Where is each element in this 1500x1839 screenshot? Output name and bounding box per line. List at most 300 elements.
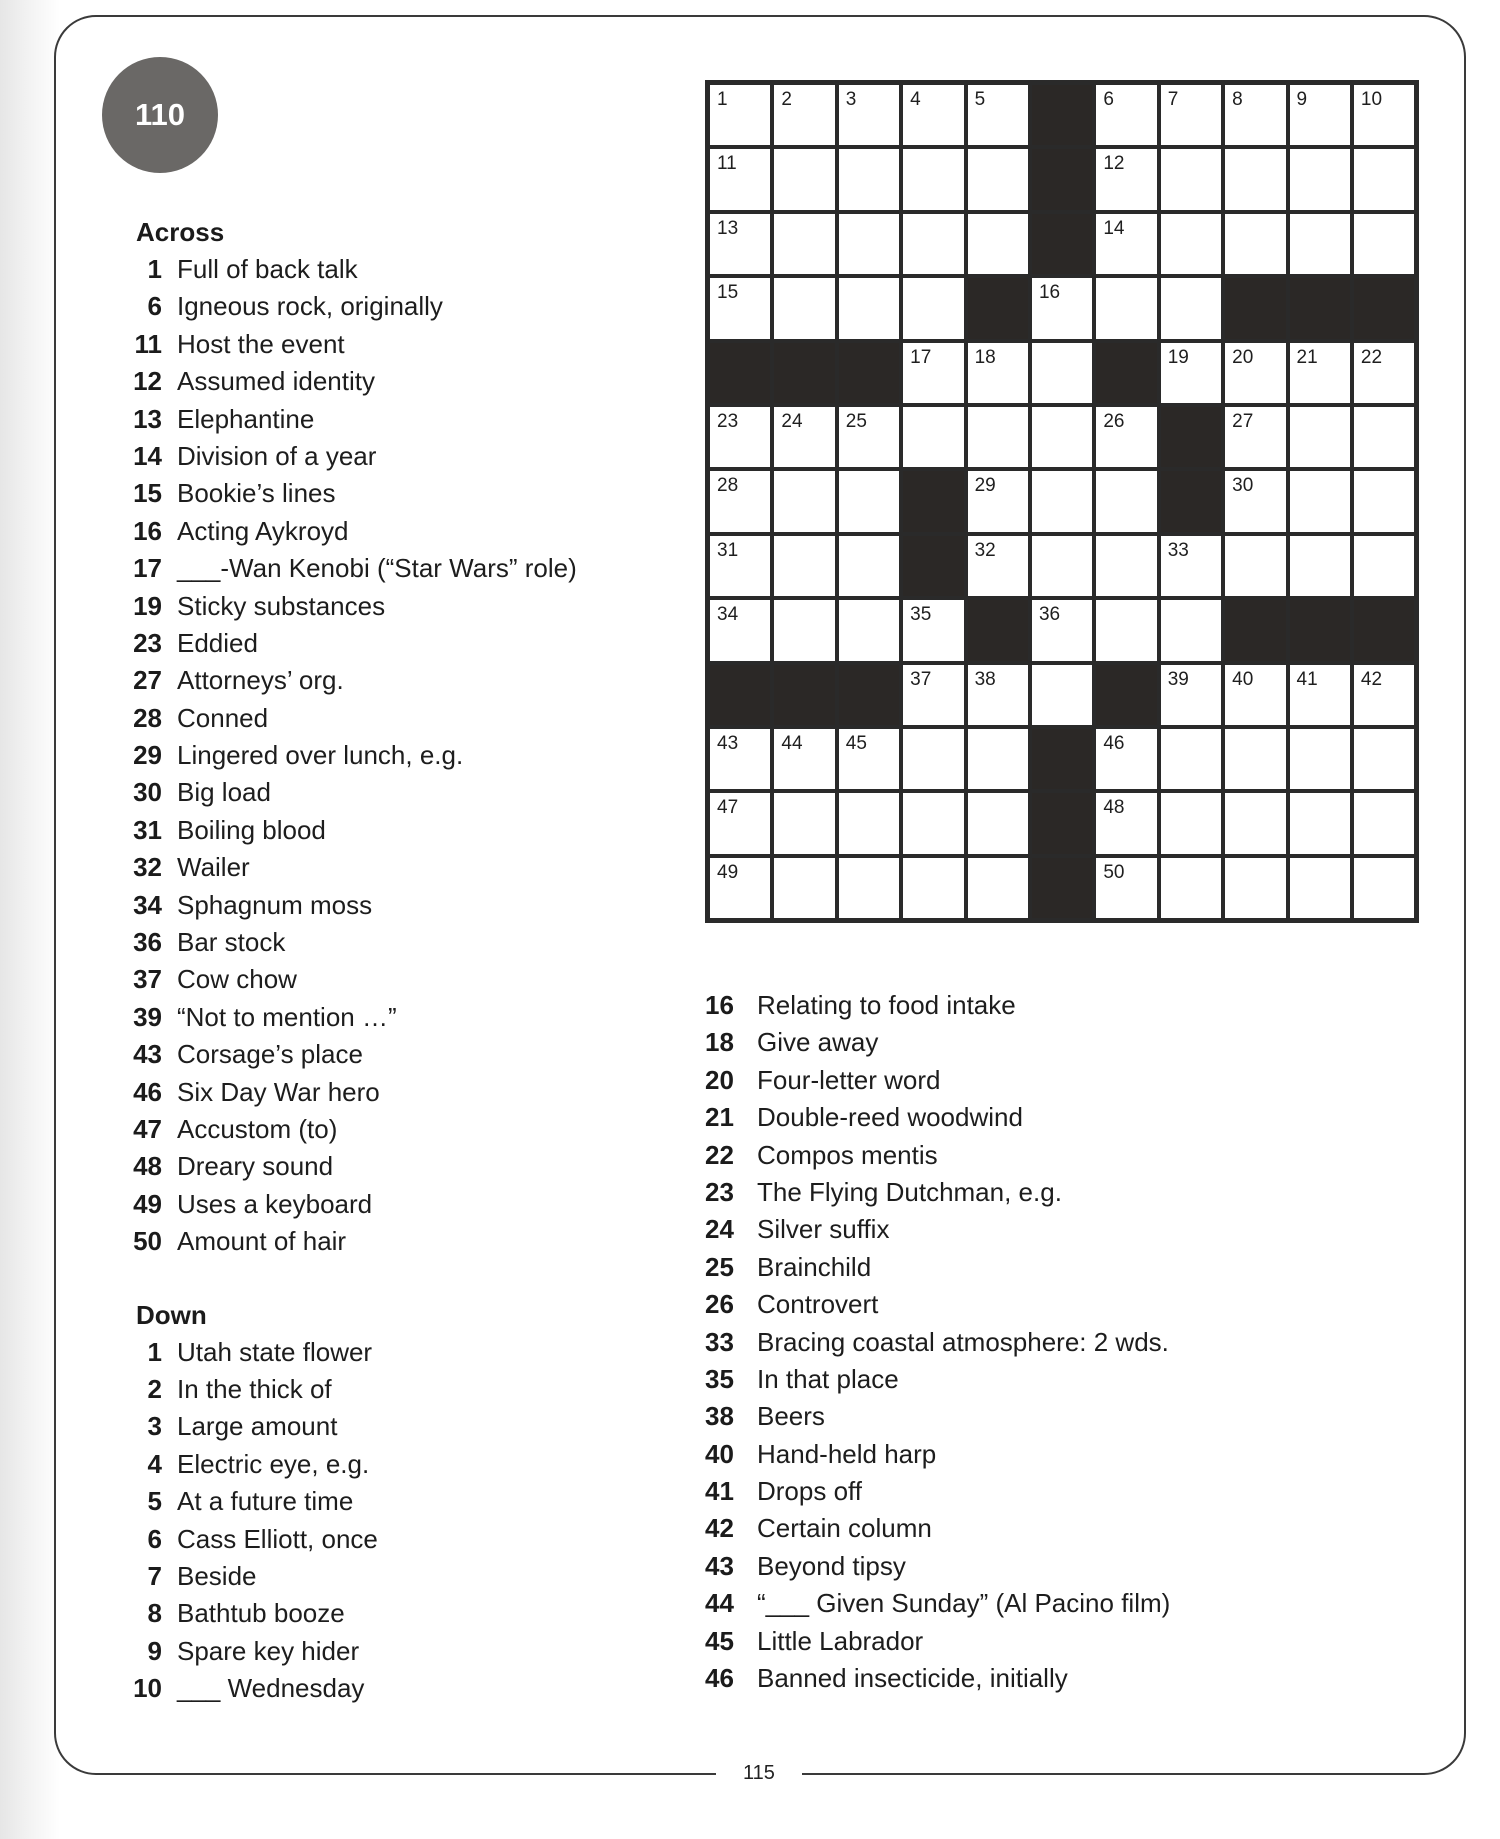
clue-text: Brainchild: [757, 1251, 872, 1282]
clue-item: [122, 812, 577, 849]
black-square: [901, 469, 965, 533]
clue-text: Controvert: [757, 1289, 879, 1320]
clue-item: [122, 849, 577, 886]
cell-number: 31: [717, 539, 739, 561]
clue-text: Dreary sound: [177, 1151, 334, 1182]
cell-number: 19: [1167, 346, 1189, 368]
clue-number: 45: [705, 1625, 734, 1656]
grid-cell[interactable]: [1352, 791, 1416, 855]
clue-number: 4: [147, 1448, 162, 1479]
cell-number: 40: [1232, 668, 1254, 690]
clue-number: 29: [133, 740, 162, 771]
clue-item: [705, 1137, 1170, 1174]
grid-cell[interactable]: [708, 469, 772, 533]
clue-item: [705, 1174, 1170, 1211]
clue-number: 40: [705, 1438, 734, 1469]
clue-item: [705, 1361, 1170, 1398]
clue-number: 34: [133, 889, 162, 920]
grid-cell[interactable]: [837, 83, 901, 147]
grid-cell[interactable]: [901, 727, 965, 791]
grid-cell[interactable]: [966, 856, 1030, 920]
clue-text: Sphagnum moss: [177, 889, 373, 920]
clue-number: 14: [133, 440, 162, 471]
clue-number: 28: [133, 702, 162, 733]
grid-cell[interactable]: [708, 276, 772, 340]
cell-number: 47: [717, 797, 739, 819]
grid-cell[interactable]: [1223, 791, 1287, 855]
grid-cell[interactable]: [1352, 469, 1416, 533]
clue-number: 49: [133, 1188, 162, 1219]
clue-number: 23: [133, 627, 162, 658]
grid-cell[interactable]: [1288, 212, 1352, 276]
black-square: [1223, 276, 1287, 340]
grid-cell[interactable]: [901, 405, 965, 469]
cell-number: 20: [1232, 346, 1254, 368]
black-square: [1288, 276, 1352, 340]
black-square: [1030, 727, 1094, 791]
clue-number: 5: [147, 1486, 162, 1517]
clue-item: [122, 550, 577, 587]
clue-text: Bathtub booze: [177, 1598, 345, 1629]
grid-cell[interactable]: [708, 727, 772, 791]
grid-cell[interactable]: [1223, 534, 1287, 598]
clue-text: Uses a keyboard: [177, 1188, 373, 1219]
grid-cell[interactable]: [1094, 83, 1158, 147]
clue-number: 36: [133, 927, 162, 958]
clue-number: 6: [147, 291, 162, 322]
grid-cell[interactable]: [772, 727, 836, 791]
grid-cell[interactable]: [708, 534, 772, 598]
clue-item: [705, 1473, 1170, 1510]
grid-cell[interactable]: [1030, 663, 1094, 727]
cell-number: 10: [1360, 89, 1383, 110]
grid-cell[interactable]: [1094, 212, 1158, 276]
grid-cell[interactable]: [708, 598, 772, 662]
clue-number: 33: [705, 1326, 734, 1357]
cell-number: 41: [1296, 668, 1318, 690]
cell-number: 5: [974, 89, 986, 110]
grid-cell[interactable]: [966, 791, 1030, 855]
cell-number: 28: [717, 475, 739, 497]
grid-cell[interactable]: [966, 534, 1030, 598]
grid-cell[interactable]: [1223, 727, 1287, 791]
clue-text: Spare key hider: [177, 1635, 360, 1666]
grid-cell[interactable]: [1223, 469, 1287, 533]
grid-cell[interactable]: [966, 83, 1030, 147]
black-square: [901, 534, 965, 598]
grid-cell[interactable]: [901, 212, 965, 276]
grid-cell[interactable]: [966, 212, 1030, 276]
clue-number: 43: [705, 1550, 734, 1581]
clue-text: Eddied: [177, 627, 258, 658]
grid-cell[interactable]: [901, 147, 965, 211]
black-square: [1030, 212, 1094, 276]
grid-cell[interactable]: [966, 727, 1030, 791]
cell-number: 27: [1232, 410, 1254, 432]
clue-text: Corsage’s place: [177, 1039, 363, 1070]
grid-cell[interactable]: [1223, 856, 1287, 920]
clue-item: [122, 1111, 577, 1148]
clue-number: 17: [133, 553, 162, 584]
clue-text: “___ Given Sunday” (Al Pacino film): [757, 1588, 1171, 1619]
grid-cell[interactable]: [1159, 791, 1223, 855]
clue-text: Elephantine: [177, 403, 315, 434]
clue-number: 13: [133, 403, 162, 434]
clue-number: 16: [133, 515, 162, 546]
clue-number: 30: [133, 777, 162, 808]
clue-item: [122, 401, 577, 438]
clue-text: Bracing coastal atmosphere: 2 wds.: [757, 1326, 1169, 1357]
grid-cell[interactable]: [772, 598, 836, 662]
grid-cell[interactable]: [837, 469, 901, 533]
grid-cell[interactable]: [1288, 856, 1352, 920]
clue-item: [705, 987, 1170, 1024]
clue-text: In that place: [757, 1363, 899, 1394]
black-square: [1223, 598, 1287, 662]
grid-cell[interactable]: [1352, 663, 1416, 727]
cell-number: 30: [1232, 475, 1254, 497]
clue-number: 47: [133, 1113, 162, 1144]
clue-item: [122, 774, 577, 811]
grid-cell[interactable]: [1288, 405, 1352, 469]
clue-number: 9: [147, 1635, 162, 1666]
grid-cell[interactable]: [1288, 341, 1352, 405]
clue-text: Compos mentis: [757, 1139, 938, 1170]
grid-cell[interactable]: [1352, 856, 1416, 920]
clue-text: Boiling blood: [177, 814, 326, 845]
grid-cell[interactable]: [966, 341, 1030, 405]
clue-text: Little Labrador: [757, 1625, 924, 1656]
clue-text: ___-Wan Kenobi (“Star Wars” role): [177, 553, 577, 584]
grid-cell[interactable]: [837, 791, 901, 855]
grid-cell[interactable]: [1094, 534, 1158, 598]
clue-item: [122, 1074, 577, 1111]
grid-cell[interactable]: [837, 276, 901, 340]
grid-cell[interactable]: [966, 147, 1030, 211]
clue-item: [705, 1286, 1170, 1323]
clue-number: 43: [133, 1039, 162, 1070]
cell-number: 42: [1360, 668, 1383, 690]
clue-item: [122, 1148, 577, 1185]
clue-item: [705, 1099, 1170, 1136]
cell-number: 24: [781, 410, 803, 432]
clue-number: 1: [147, 254, 162, 284]
clue-number: 39: [133, 1001, 162, 1032]
grid-cell[interactable]: [1159, 276, 1223, 340]
clue-text: Attorneys’ org.: [177, 665, 344, 696]
clue-text: Bookie’s lines: [177, 478, 336, 509]
clue-text: Double-reed woodwind: [757, 1102, 1023, 1133]
grid-cell[interactable]: [1159, 598, 1223, 662]
grid-cell[interactable]: [772, 276, 836, 340]
clue-text: The Flying Dutchman, e.g.: [757, 1176, 1062, 1207]
across-clues-section: [122, 213, 577, 1707]
clue-number: 25: [705, 1251, 734, 1282]
clue-number: 10: [133, 1673, 162, 1704]
grid-cell[interactable]: [1352, 341, 1416, 405]
clue-number: 23: [705, 1176, 734, 1207]
clue-item: [705, 1510, 1170, 1547]
down-clues-continued: [705, 987, 1170, 1697]
clue-item: [122, 999, 577, 1036]
crossword-grid: [705, 80, 1419, 923]
grid-cell[interactable]: [837, 212, 901, 276]
clue-item: [122, 1036, 577, 1073]
clue-item: [122, 1186, 577, 1223]
grid-cell[interactable]: [1159, 663, 1223, 727]
clue-number: 26: [705, 1289, 734, 1320]
grid-cell[interactable]: [1223, 341, 1287, 405]
clue-item: [122, 1595, 577, 1632]
cell-number: 45: [845, 732, 867, 754]
clue-number: 22: [705, 1139, 734, 1170]
grid-cell[interactable]: [966, 469, 1030, 533]
clue-text: Six Day War hero: [177, 1076, 380, 1107]
clue-item: [705, 1436, 1170, 1473]
black-square: [708, 663, 772, 727]
grid-cell[interactable]: [772, 83, 836, 147]
clue-number: 31: [133, 814, 162, 845]
black-square: [1352, 598, 1416, 662]
grid-cell[interactable]: [1159, 534, 1223, 598]
clue-item: [705, 1211, 1170, 1248]
grid-cell[interactable]: [772, 791, 836, 855]
clue-item: [122, 961, 577, 998]
clue-item: [705, 1623, 1170, 1660]
cell-number: 44: [781, 732, 803, 754]
grid-cell[interactable]: [1223, 663, 1287, 727]
grid-cell[interactable]: [1223, 405, 1287, 469]
cell-number: 1: [717, 89, 728, 110]
grid-cell[interactable]: [837, 147, 901, 211]
cell-number: 13: [717, 217, 739, 239]
clue-text: At a future time: [177, 1486, 354, 1517]
clue-text: Wailer: [177, 852, 250, 883]
grid-cell[interactable]: [1352, 534, 1416, 598]
clue-item: [705, 1585, 1170, 1622]
cell-number: 15: [717, 282, 739, 304]
clue-text: Give away: [757, 1027, 879, 1058]
clue-item: [705, 1249, 1170, 1286]
clue-text: In the thick of: [177, 1373, 332, 1404]
clue-item: [122, 662, 577, 699]
grid-cell[interactable]: [1094, 791, 1158, 855]
grid-cell[interactable]: [837, 534, 901, 598]
grid-cell[interactable]: [708, 212, 772, 276]
grid-cell[interactable]: [901, 276, 965, 340]
cell-number: 2: [781, 89, 792, 110]
clue-item: [122, 288, 577, 325]
grid-cell[interactable]: [772, 469, 836, 533]
clue-item: [122, 363, 577, 400]
clue-item: [122, 513, 577, 550]
clue-number: 42: [705, 1513, 734, 1544]
grid-cell[interactable]: [708, 83, 772, 147]
clue-text: Drops off: [757, 1476, 863, 1507]
grid-cell[interactable]: [708, 147, 772, 211]
grid-cell[interactable]: [1352, 83, 1416, 147]
clue-item: [122, 924, 577, 961]
clue-text: Cow chow: [177, 964, 297, 995]
cell-number: 14: [1103, 217, 1125, 239]
clue-text: Big load: [177, 777, 271, 808]
grid-cell[interactable]: [772, 147, 836, 211]
cell-number: 36: [1038, 604, 1061, 626]
grid-cell[interactable]: [837, 727, 901, 791]
clue-number: 38: [705, 1401, 734, 1432]
grid-cell[interactable]: [1352, 147, 1416, 211]
grid-cell[interactable]: [901, 663, 965, 727]
clue-item: [122, 1334, 577, 1371]
grid-cell[interactable]: [901, 83, 965, 147]
cell-number: 34: [717, 604, 739, 626]
black-square: [1094, 663, 1158, 727]
puzzle-number-badge: 110: [102, 57, 218, 173]
across-heading: Across: [136, 217, 225, 247]
clue-text: Cass Elliott, once: [177, 1523, 378, 1554]
grid-cell[interactable]: [1030, 469, 1094, 533]
grid-cell[interactable]: [1288, 791, 1352, 855]
cell-number: 38: [974, 668, 996, 690]
cell-number: 8: [1232, 89, 1243, 110]
grid-cell[interactable]: [1159, 341, 1223, 405]
black-square: [708, 341, 772, 405]
clue-item: [122, 1483, 577, 1520]
grid-cell[interactable]: [1288, 727, 1352, 791]
clue-text: Utah state flower: [177, 1336, 373, 1367]
grid-cell[interactable]: [1094, 276, 1158, 340]
black-square: [1094, 341, 1158, 405]
grid-cell[interactable]: [901, 341, 965, 405]
clue-item: [122, 438, 577, 475]
black-square: [1030, 83, 1094, 147]
grid-cell[interactable]: [1223, 212, 1287, 276]
grid-cell[interactable]: [1094, 405, 1158, 469]
cell-number: 26: [1103, 410, 1125, 432]
clue-text: Four-letter word: [757, 1064, 941, 1095]
grid-cell[interactable]: [1159, 727, 1223, 791]
grid-cell[interactable]: [708, 791, 772, 855]
page-number: 115: [743, 1762, 775, 1784]
clue-number: 11: [134, 328, 162, 359]
clue-item: [122, 326, 577, 363]
cell-number: 4: [910, 89, 921, 110]
grid-cell[interactable]: [1030, 341, 1094, 405]
grid-cell[interactable]: [901, 856, 965, 920]
black-square: [772, 663, 836, 727]
grid-cell[interactable]: [1288, 534, 1352, 598]
clue-number: 24: [705, 1214, 734, 1245]
clue-item: [122, 887, 577, 924]
clue-text: Sticky substances: [177, 590, 386, 621]
grid-cell[interactable]: [772, 534, 836, 598]
clue-text: Beyond tipsy: [757, 1550, 906, 1581]
cell-number: 29: [974, 475, 996, 497]
clue-text: Beers: [757, 1401, 825, 1432]
grid-cell[interactable]: [966, 405, 1030, 469]
clue-number: 8: [147, 1598, 162, 1629]
grid-cell[interactable]: [1288, 469, 1352, 533]
grid-cell[interactable]: [1352, 212, 1416, 276]
cell-number: 43: [717, 732, 739, 754]
clue-number: 7: [147, 1560, 162, 1591]
black-square: [837, 341, 901, 405]
cell-number: 17: [910, 346, 932, 368]
cell-number: 9: [1296, 89, 1308, 110]
grid-cell[interactable]: [1223, 83, 1287, 147]
grid-cell[interactable]: [1352, 727, 1416, 791]
clue-text: Bar stock: [177, 927, 286, 958]
grid-cell[interactable]: [772, 405, 836, 469]
grid-cell[interactable]: [837, 405, 901, 469]
clue-item: [122, 1670, 577, 1707]
grid-cell[interactable]: [1094, 727, 1158, 791]
grid-cell[interactable]: [1288, 663, 1352, 727]
grid-cell[interactable]: [966, 663, 1030, 727]
cell-number: 33: [1167, 539, 1189, 561]
grid-cell[interactable]: [1030, 598, 1094, 662]
grid-cell[interactable]: [1094, 598, 1158, 662]
clue-number: 18: [705, 1027, 734, 1058]
grid-cell[interactable]: [1159, 212, 1223, 276]
grid-cell[interactable]: [1159, 147, 1223, 211]
grid-cell[interactable]: [1030, 405, 1094, 469]
cell-number: 37: [910, 668, 932, 690]
cell-number: 35: [910, 604, 932, 626]
grid-cell[interactable]: [1030, 276, 1094, 340]
grid-cell[interactable]: [772, 212, 836, 276]
grid-cell[interactable]: [837, 598, 901, 662]
clue-item: [122, 588, 577, 625]
clue-item: [122, 700, 577, 737]
grid-cell[interactable]: [1094, 856, 1158, 920]
grid-cell[interactable]: [1223, 147, 1287, 211]
grid-cell[interactable]: [901, 598, 965, 662]
clue-item: [122, 1558, 577, 1595]
grid-cell[interactable]: [1288, 147, 1352, 211]
grid-cell[interactable]: [1159, 856, 1223, 920]
clue-text: Silver suffix: [757, 1214, 890, 1245]
grid-cell[interactable]: [837, 856, 901, 920]
grid-cell[interactable]: [1030, 534, 1094, 598]
clue-number: 44: [705, 1588, 734, 1619]
cell-number: 6: [1103, 89, 1114, 110]
clue-item: [705, 1398, 1170, 1435]
clue-number: 1: [147, 1336, 162, 1367]
grid-cell[interactable]: [1159, 83, 1223, 147]
grid-cell[interactable]: [772, 856, 836, 920]
grid-cell[interactable]: [708, 405, 772, 469]
clue-item: [122, 1446, 577, 1483]
clue-text: Certain column: [757, 1513, 932, 1544]
clue-number: 21: [705, 1102, 734, 1133]
clue-number: 32: [133, 852, 162, 883]
grid-cell[interactable]: [708, 856, 772, 920]
clue-text: Large amount: [177, 1411, 338, 1442]
clue-text: Host the event: [177, 328, 345, 359]
clue-item: [122, 1371, 577, 1408]
grid-cell[interactable]: [1352, 405, 1416, 469]
grid-cell[interactable]: [901, 791, 965, 855]
grid-cell[interactable]: [1094, 147, 1158, 211]
clue-number: 35: [705, 1363, 734, 1394]
black-square: [1030, 856, 1094, 920]
clue-item: [122, 1223, 577, 1260]
cell-number: 46: [1103, 732, 1125, 754]
grid-cell[interactable]: [1288, 83, 1352, 147]
grid-cell[interactable]: [1094, 469, 1158, 533]
cell-number: 48: [1103, 797, 1125, 819]
